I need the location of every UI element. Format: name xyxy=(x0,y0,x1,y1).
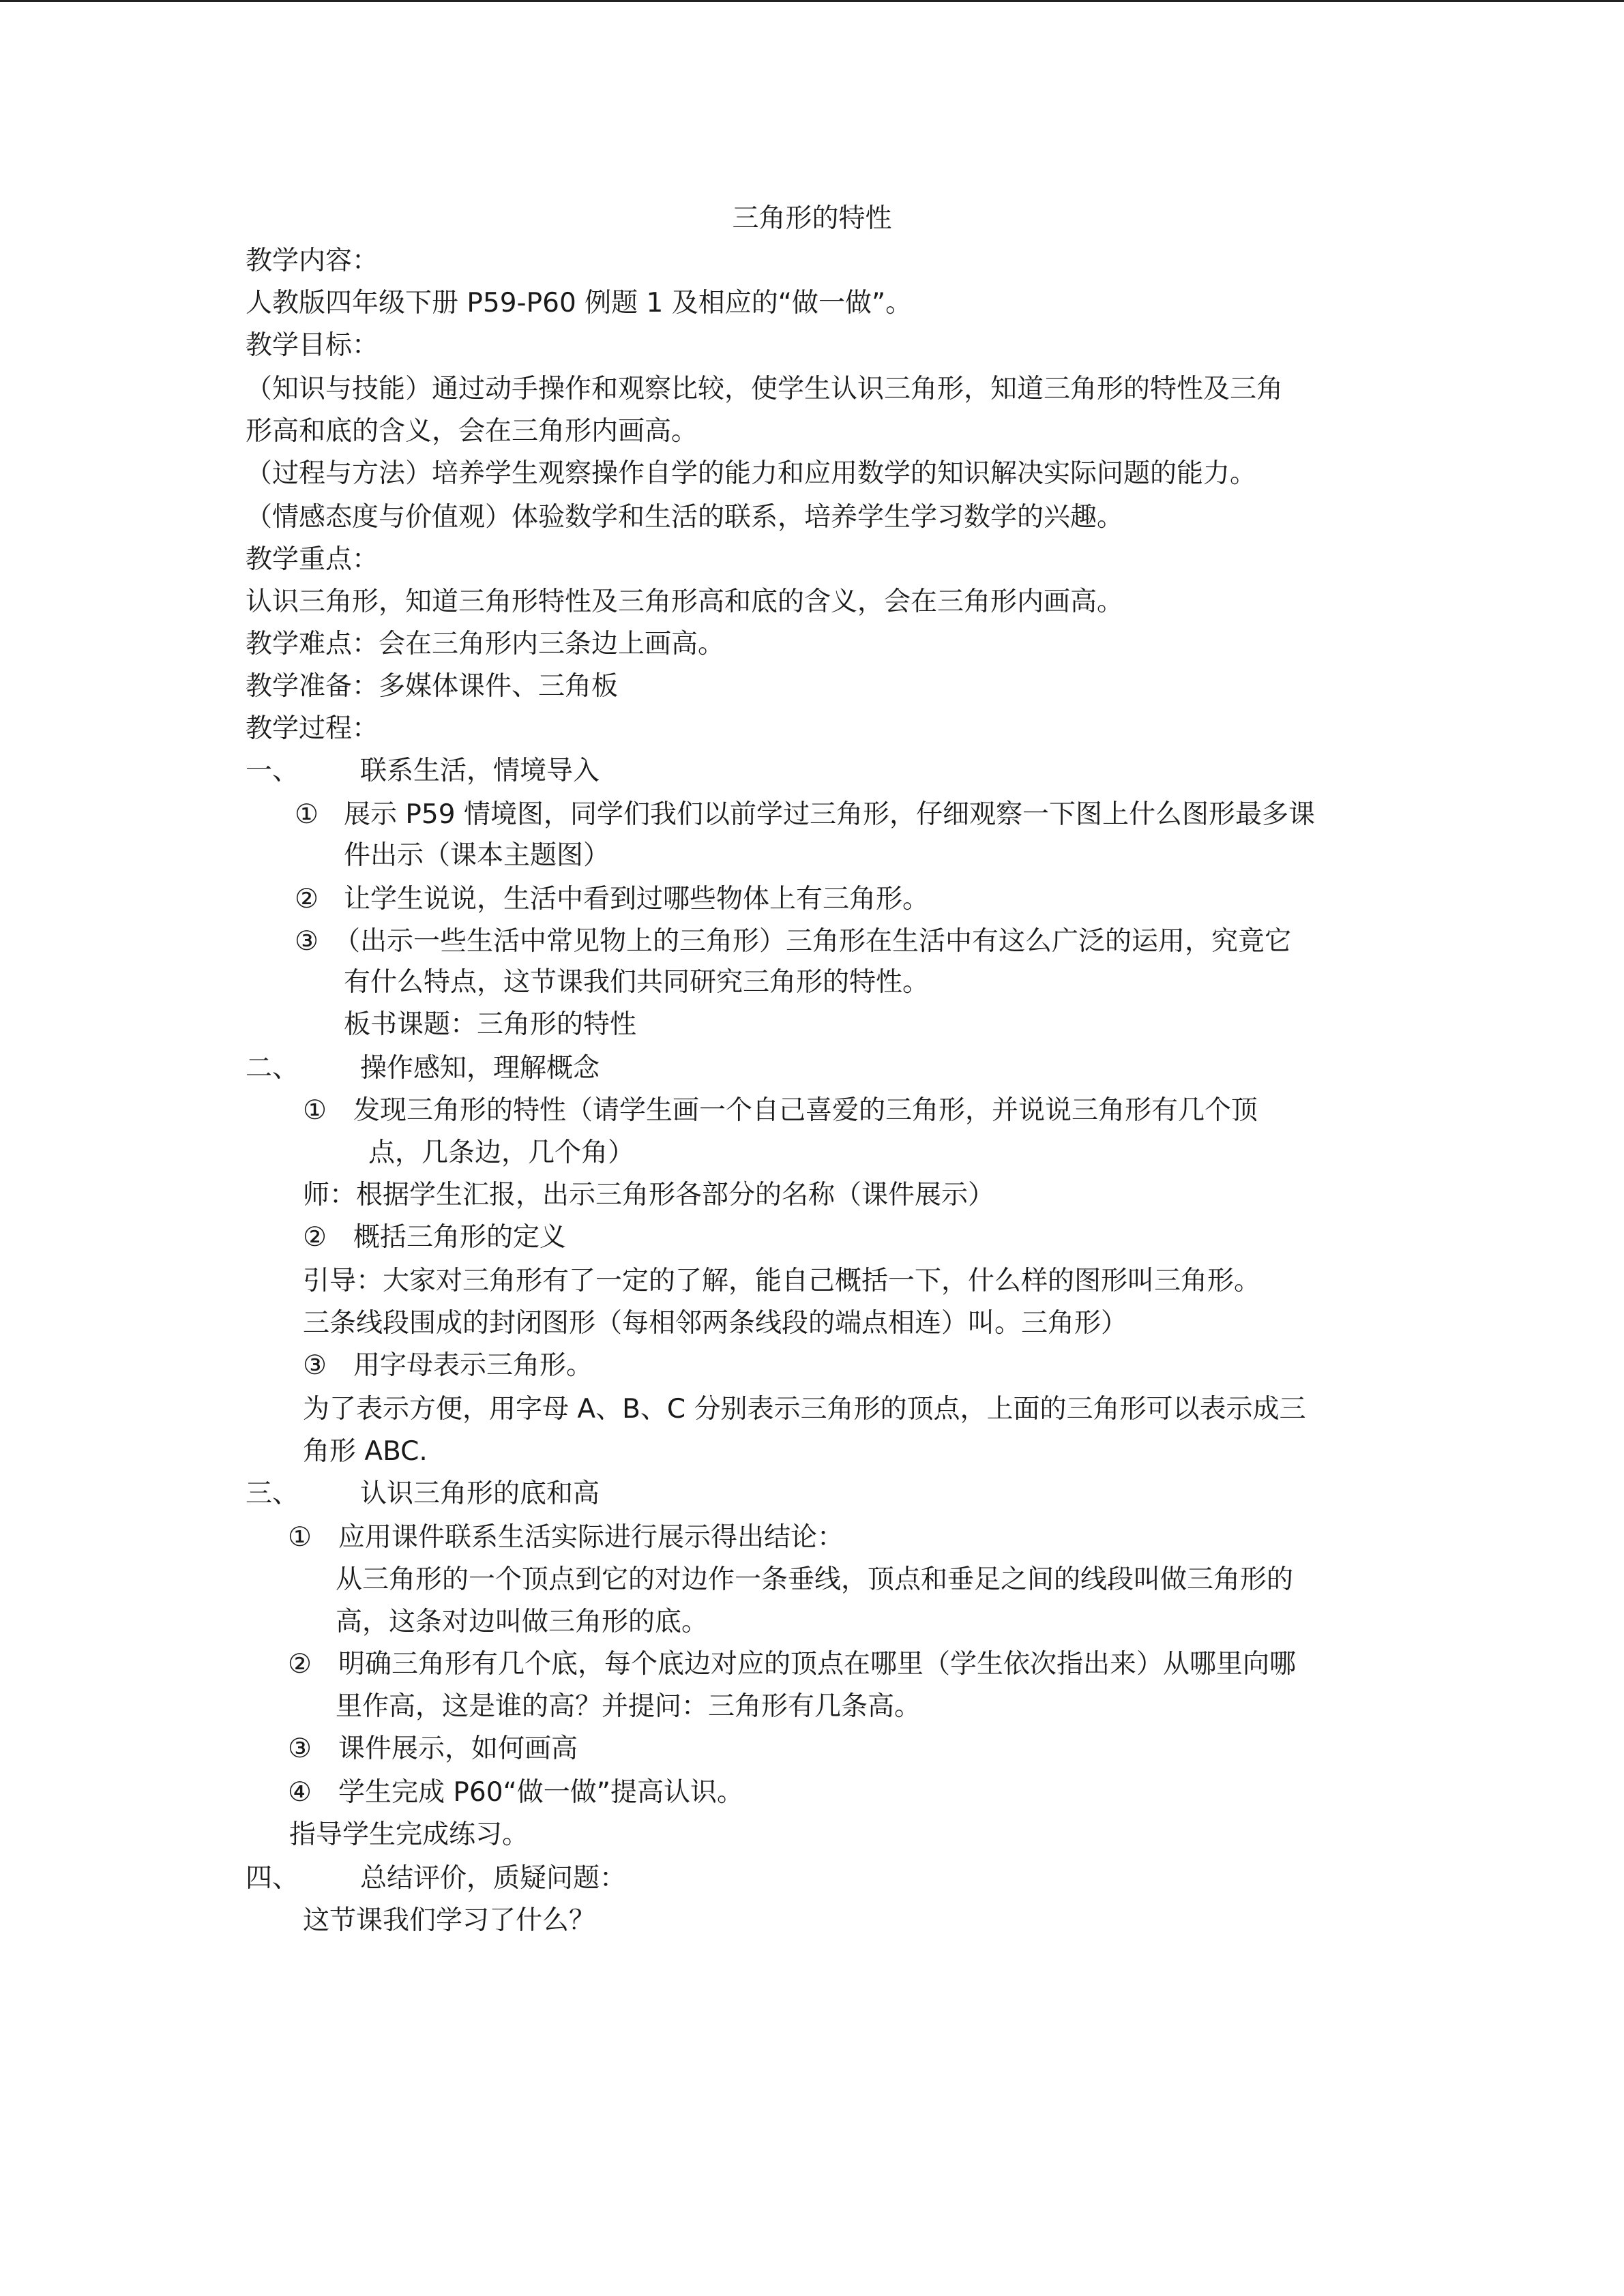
section-1-item-1-line1: 展示 P59 情境图，同学们我们以前学过三角形，仔细观察一下图上什么图形最多课 xyxy=(344,799,1315,830)
process-label: 教学过程： xyxy=(246,713,379,744)
content-label: 教学内容： xyxy=(246,245,379,276)
section-1-item-1-line2: 件出示（课本主题图） xyxy=(344,840,610,871)
section-1-item-2-marker: ② xyxy=(295,884,319,914)
section-3-item-1: 应用课件联系生活实际进行展示得出结论： xyxy=(338,1522,844,1553)
section-3-heading: 认识三角形的底和高 xyxy=(360,1478,600,1509)
goal-attitude: （情感态度与价值观）体验数学和生活的联系，培养学生学习数学的兴趣。 xyxy=(246,502,1124,533)
key-text: 认识三角形，知道三角形特性及三角形高和底的含义，会在三角形内画高。 xyxy=(246,586,1124,617)
section-3-number: 三、 xyxy=(246,1478,299,1509)
section-3-item-2-line2: 里作高，这是谁的高？并提问：三角形有几条高。 xyxy=(336,1691,921,1722)
section-2-item-1-line1: 发现三角形的特性（请学生画一个自己喜爱的三角形，并说说三角形有几个顶 xyxy=(353,1095,1258,1126)
section-2-item-3-line2: 角形 ABC. xyxy=(303,1436,428,1467)
section-3-item-2-line1: 明确三角形有几个底，每个底边对应的顶点在哪里（学生依次指出来）从哪里向哪 xyxy=(338,1649,1297,1680)
section-3-item-3-marker: ③ xyxy=(288,1733,312,1764)
section-2-item-3-marker: ③ xyxy=(303,1350,327,1381)
section-2-item-2: 概括三角形的定义 xyxy=(353,1222,567,1253)
goal-knowledge-line1: （知识与技能）通过动手操作和观察比较，使学生认识三角形，知道三角形的特性及三角 xyxy=(246,374,1284,404)
goals-label: 教学目标： xyxy=(246,330,379,361)
section-2-heading: 操作感知，理解概念 xyxy=(360,1053,600,1084)
section-3-item-2-marker: ② xyxy=(288,1649,312,1680)
section-4-question: 这节课我们学习了什么？ xyxy=(303,1905,596,1936)
section-2-guide: 引导：大家对三角形有了一定的了解，能自己概括一下，什么样的图形叫三角形。 xyxy=(303,1266,1261,1296)
section-4-number: 四、 xyxy=(246,1863,299,1894)
section-2-teacher: 师：根据学生汇报，出示三角形各部分的名称（课件展示） xyxy=(303,1180,995,1210)
section-3-item-4-marker: ④ xyxy=(288,1777,312,1808)
section-2-number: 二、 xyxy=(246,1053,299,1084)
goal-knowledge-line2: 形高和底的含义，会在三角形内画高。 xyxy=(246,416,698,447)
difficulty-text: 教学难点：会在三角形内三条边上画高。 xyxy=(246,629,725,659)
section-3-item-1-line3: 高，这条对边叫做三角形的底。 xyxy=(336,1607,709,1637)
preparation-text: 教学准备：多媒体课件、三角板 xyxy=(246,671,619,702)
document-title: 三角形的特性 xyxy=(732,203,892,234)
section-2-definition: 三条线段围成的封闭图形（每相邻两条线段的端点相连）叫。三角形） xyxy=(303,1308,1128,1339)
section-2-item-1-marker: ① xyxy=(303,1095,327,1126)
section-3-item-1-marker: ① xyxy=(288,1522,312,1553)
goal-process: （过程与方法）培养学生观察操作自学的能力和应用数学的知识解决实际问题的能力。 xyxy=(246,458,1257,489)
section-1-item-2: 让学生说说，生活中看到过哪些物体上有三角形。 xyxy=(344,884,930,914)
section-3-item-3: 课件展示，如何画高 xyxy=(338,1733,578,1764)
section-4-heading: 总结评价，质疑问题： xyxy=(360,1863,627,1894)
section-2-item-3: 用字母表示三角形。 xyxy=(353,1350,593,1381)
key-label: 教学重点： xyxy=(246,544,379,575)
section-1-item-3-line1: （出示一些生活中常见物上的三角形）三角形在生活中有这么广泛的运用，究竟它 xyxy=(334,926,1292,957)
section-1-heading: 联系生活，情境导入 xyxy=(360,756,600,786)
section-1-number: 一、 xyxy=(246,756,299,786)
section-3-practice: 指导学生完成练习。 xyxy=(289,1819,529,1850)
section-2-item-1-line2: 点，几条边，几个角） xyxy=(368,1137,635,1168)
section-1-item-1-marker: ① xyxy=(295,799,319,830)
section-2-item-3-line1: 为了表示方便，用字母 A、B、C 分别表示三角形的顶点，上面的三角形可以表示成三 xyxy=(303,1394,1306,1425)
section-2-item-2-marker: ② xyxy=(303,1222,327,1253)
section-1-item-3-line2: 有什么特点，这节课我们共同研究三角形的特性。 xyxy=(344,967,930,998)
section-1-item-3-marker: ③ xyxy=(295,926,319,957)
section-3-item-1-line2: 从三角形的一个顶点到它的对边作一条垂线，顶点和垂足之间的线段叫做三角形的 xyxy=(336,1564,1294,1595)
section-3-item-4: 学生完成 P60“做一做”提高认识。 xyxy=(338,1777,743,1808)
section-1-board-title: 板书课题：三角形的特性 xyxy=(344,1009,637,1040)
content-text: 人教版四年级下册 P59-P60 例题 1 及相应的“做一做”。 xyxy=(246,288,913,318)
